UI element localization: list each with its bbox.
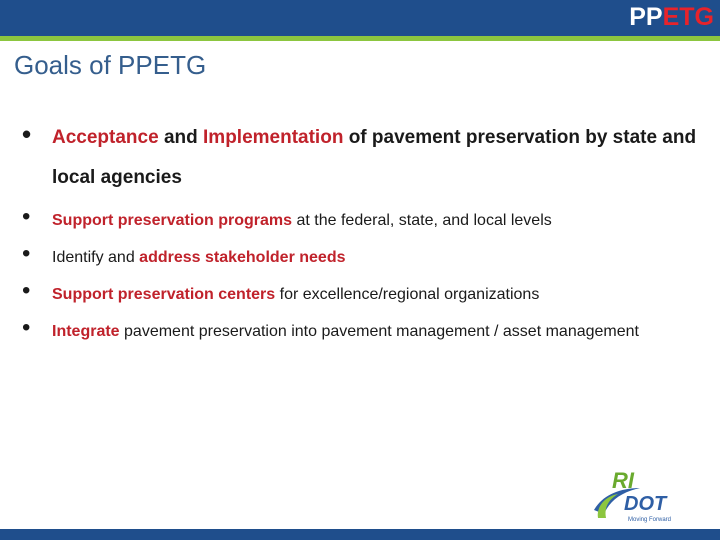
- goal-item: [22, 277, 702, 309]
- brand-pp: PP: [629, 3, 663, 31]
- bullet-dot-icon: •: [22, 119, 32, 149]
- goal-part: Acceptance: [52, 127, 159, 148]
- logo-ri-text: RI: [612, 468, 634, 493]
- goal-item: [22, 203, 702, 235]
- goals-list: [22, 118, 702, 346]
- footer-bar: [0, 529, 720, 540]
- goal-part: pavement preservation into pavement management / asset management: [119, 323, 639, 340]
- bullet-dot-icon: •: [22, 203, 31, 230]
- slide-title: Goals of PPETG: [14, 50, 207, 80]
- header-bar: [0, 0, 720, 36]
- goal-part: and: [158, 127, 204, 148]
- logo-dot-text: DOT: [624, 493, 667, 515]
- brand-etg: ETG: [662, 3, 714, 31]
- ridot-logo: [588, 466, 684, 524]
- bullet-dot-icon: •: [22, 240, 31, 267]
- goal-part: Support preservation centers: [52, 286, 276, 303]
- goal-part: Support preservation programs: [52, 212, 293, 229]
- brand-logo-text: [629, 2, 714, 32]
- goal-part: Identify and: [52, 249, 140, 266]
- goal-item: [22, 118, 702, 198]
- goal-item: [22, 314, 702, 346]
- goal-part: Integrate: [52, 323, 120, 340]
- goal-part: of pavement preservation by state and local agencies: [52, 127, 697, 188]
- goal-part: for excellence/regional organizations: [275, 286, 540, 303]
- header-accent-stripe: [0, 36, 720, 41]
- bullet-dot-icon: •: [22, 277, 31, 304]
- goal-part: at the federal, state, and local levels: [292, 212, 552, 229]
- goal-item: [22, 240, 702, 272]
- bullet-dot-icon: •: [22, 314, 31, 341]
- goal-part: Implementation: [203, 127, 344, 148]
- goal-part: address stakeholder needs: [139, 249, 346, 266]
- logo-tagline: Moving Forward: [628, 517, 672, 523]
